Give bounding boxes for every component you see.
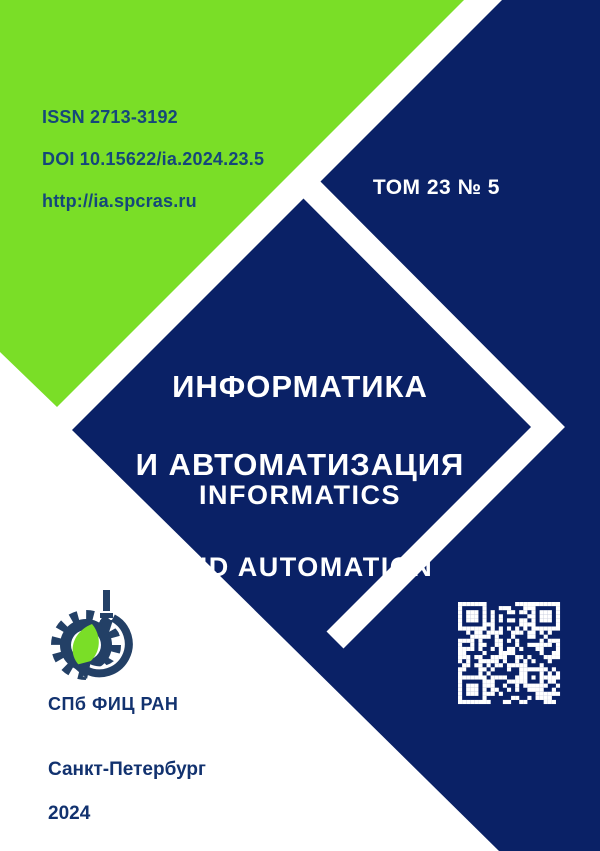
issn-text: ISSN 2713-3192 bbox=[42, 107, 178, 127]
publication-year: 2024 bbox=[48, 803, 91, 824]
journal-title-en-line2: AND AUTOMATION bbox=[166, 552, 434, 582]
journal-title-ru-line2: И АВТОМАТИЗАЦИЯ bbox=[135, 447, 465, 482]
journal-title-en bbox=[0, 441, 600, 621]
journal-title-en-line1: INFORMATICS bbox=[199, 480, 401, 510]
publisher-name: СПб ФИЦ РАН bbox=[48, 694, 179, 714]
city-year-block bbox=[48, 737, 206, 847]
issn-block bbox=[42, 86, 264, 233]
volume-label: ТОМ 23 № 5 bbox=[372, 176, 500, 199]
publisher-city: Санкт-Петербург bbox=[48, 759, 206, 780]
journal-title-ru-line1: ИНФОРМАТИКА bbox=[172, 369, 428, 404]
doi-text: DOI 10.15622/ia.2024.23.5 bbox=[42, 149, 265, 169]
journal-url-text: http://ia.spcras.ru bbox=[42, 191, 197, 211]
